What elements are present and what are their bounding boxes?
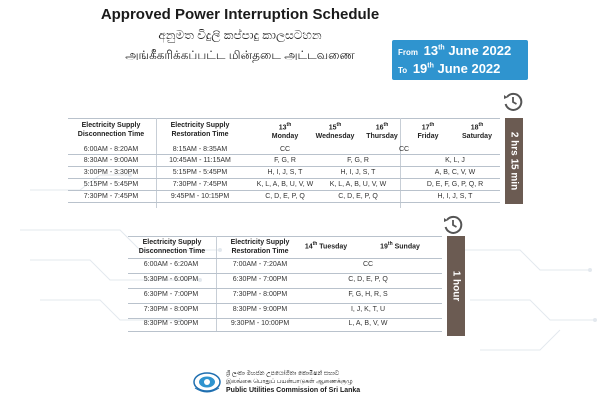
divider	[68, 190, 500, 191]
day-number: 16	[375, 124, 384, 132]
fri-sat-groups: CC	[398, 146, 410, 153]
divider	[400, 118, 401, 208]
disconnect-time: 8:30PM - 9:00PM	[143, 320, 199, 327]
column-header-tuesday	[296, 240, 356, 251]
disconnect-time: 6:00AM - 8:20AM	[83, 146, 139, 153]
day-suffix: th	[286, 122, 292, 128]
org-name-english: Public Utilities Commission of Sri Lanka	[226, 387, 361, 394]
day-number: 18	[470, 124, 479, 132]
group-codes: CC	[362, 261, 374, 268]
date-range-box	[392, 40, 528, 80]
day-suffix: th	[387, 241, 393, 247]
column-header-restoration: Electricity Supply Restoration Time	[170, 122, 230, 138]
restore-time: 8:30PM - 9:00PM	[232, 306, 288, 313]
subtitle-sinhala: අනුමත විදුලි කප්පාදු කාලසටහන	[158, 28, 322, 42]
disconnect-time: 7:30PM - 7:45PM	[83, 193, 139, 200]
divider	[128, 318, 442, 319]
divider	[128, 273, 442, 274]
date-from	[398, 43, 511, 58]
fri-sat-groups: A, B, C, V, W	[434, 169, 476, 176]
to-day: 19	[412, 61, 428, 76]
disconnect-time: 6:00AM - 6:20AM	[143, 261, 199, 268]
restore-time: 9:45PM - 10:15PM	[170, 193, 230, 200]
from-label: From	[398, 48, 418, 57]
column-header-disconnection: Electricity Supply Disconnection Time	[138, 239, 206, 255]
from-day: 13	[423, 43, 439, 58]
date-to	[398, 61, 500, 76]
monday-groups: C, D, E, P, Q	[265, 193, 305, 200]
group-codes: L, A, B, V, W	[348, 320, 388, 327]
page-title: Approved Power Interruption Schedule	[100, 6, 380, 23]
day-number: 17	[421, 124, 430, 132]
monday-groups: K, L, A, B, U, V, W	[256, 181, 314, 188]
day-name: Monday	[271, 133, 299, 141]
footer	[192, 370, 432, 400]
day-number: 13	[278, 124, 287, 132]
duration-band-weekday	[505, 118, 523, 204]
day-name: Tuesday	[319, 243, 348, 251]
wed-thu-groups: K, L, A, B, U, V, W	[329, 181, 387, 188]
restore-time: 5:15PM - 5:45PM	[172, 169, 228, 176]
weekday-schedule-table	[68, 118, 500, 208]
day-suffix: th	[312, 241, 318, 247]
weekend-schedule-table	[128, 236, 442, 332]
divider	[128, 303, 442, 304]
column-header-sunday	[370, 240, 430, 251]
restore-time: 9:30PM - 10:00PM	[230, 320, 290, 327]
group-codes: C, D, E, P, Q	[348, 276, 388, 283]
clock-icon	[503, 92, 523, 112]
divider	[128, 236, 442, 237]
day-name: Saturday	[462, 133, 492, 141]
day-name: Friday	[417, 133, 439, 141]
monday-groups: H, I, J, S, T	[267, 169, 303, 176]
org-name-tamil: இலங்கை பொதுப் பயன்பாடுகள் ஆணைக்குழு	[226, 379, 353, 385]
fri-sat-groups: H, I, J, S, T	[437, 193, 473, 200]
divider	[68, 154, 500, 155]
restore-time: 8:15AM - 8:35AM	[172, 146, 228, 153]
restore-time: 7:00AM - 7:20AM	[232, 261, 288, 268]
wed-thu-groups: F, G, R	[347, 157, 369, 164]
disconnect-time: 5:30PM - 6:00PM	[143, 276, 199, 283]
wed-thu-groups: H, I, J, S, T	[340, 169, 376, 176]
divider	[68, 166, 500, 167]
restore-time: 7:30PM - 7:45PM	[172, 181, 228, 188]
column-header-disconnection: Electricity Supply Disconnection Time	[77, 122, 145, 138]
disconnect-time: 3:00PM - 3:30PM	[83, 169, 139, 176]
fri-sat-groups: K, L, J	[445, 157, 465, 164]
to-label: To	[398, 66, 408, 75]
group-codes: F, G, H, R, S	[348, 291, 388, 298]
column-header-restoration: Electricity Supply Restoration Time	[230, 239, 290, 255]
day-name: Thursday	[366, 133, 398, 141]
restore-time: 6:30PM - 7:00PM	[232, 276, 288, 283]
monday-groups: CC	[279, 146, 291, 153]
from-day-suffix: th	[438, 44, 445, 52]
restore-time: 10:45AM - 11:15AM	[169, 157, 231, 164]
divider	[68, 178, 500, 179]
divider	[68, 202, 500, 203]
day-suffix: th	[336, 122, 342, 128]
divider	[156, 118, 157, 208]
divider	[128, 288, 442, 289]
fri-sat-groups: D, E, F, G, P, Q, R	[426, 181, 484, 188]
day-suffix: th	[383, 122, 389, 128]
clock-icon	[443, 215, 463, 235]
group-codes: I, J, K, T, U	[350, 306, 386, 313]
from-month: June 2022	[448, 43, 512, 58]
pucsl-logo-icon	[192, 370, 222, 398]
wed-thu-groups: C, D, E, P, Q	[338, 193, 378, 200]
day-number: 15	[328, 124, 337, 132]
org-name-sinhala: ශ්‍රී ලංකා මහජන උපයෝගිතා කොමිෂන් සභාව	[226, 371, 340, 377]
column-header-friday	[408, 121, 448, 141]
duration-label: 2 hrs 15 min	[508, 131, 520, 191]
divider	[128, 258, 442, 259]
column-header-saturday	[454, 121, 500, 141]
restore-time: 7:30PM - 8:00PM	[232, 291, 288, 298]
day-suffix: th	[429, 122, 435, 128]
day-name: Wednesday	[315, 133, 355, 141]
to-month: June 2022	[437, 61, 501, 76]
disconnect-time: 8:30AM - 9:00AM	[83, 157, 139, 164]
day-name: Sunday	[394, 243, 420, 251]
monday-groups: F, G, R	[274, 157, 296, 164]
duration-label: 1 hour	[450, 270, 462, 302]
divider	[128, 331, 442, 332]
disconnect-time: 6:30PM - 7:00PM	[143, 291, 199, 298]
subtitle-tamil: அங்கீகரிக்கப்பட்ட மின்தடை அட்டவணை	[125, 48, 355, 62]
to-day-suffix: th	[427, 62, 434, 70]
divider	[68, 118, 500, 119]
duration-band-weekend	[447, 236, 465, 336]
day-suffix: th	[478, 122, 484, 128]
disconnect-time: 5:15PM - 5:45PM	[83, 181, 139, 188]
day-number: 14	[304, 243, 313, 251]
day-number: 19	[380, 243, 388, 251]
disconnect-time: 7:30PM - 8:00PM	[143, 306, 199, 313]
column-header-thursday	[360, 121, 404, 141]
